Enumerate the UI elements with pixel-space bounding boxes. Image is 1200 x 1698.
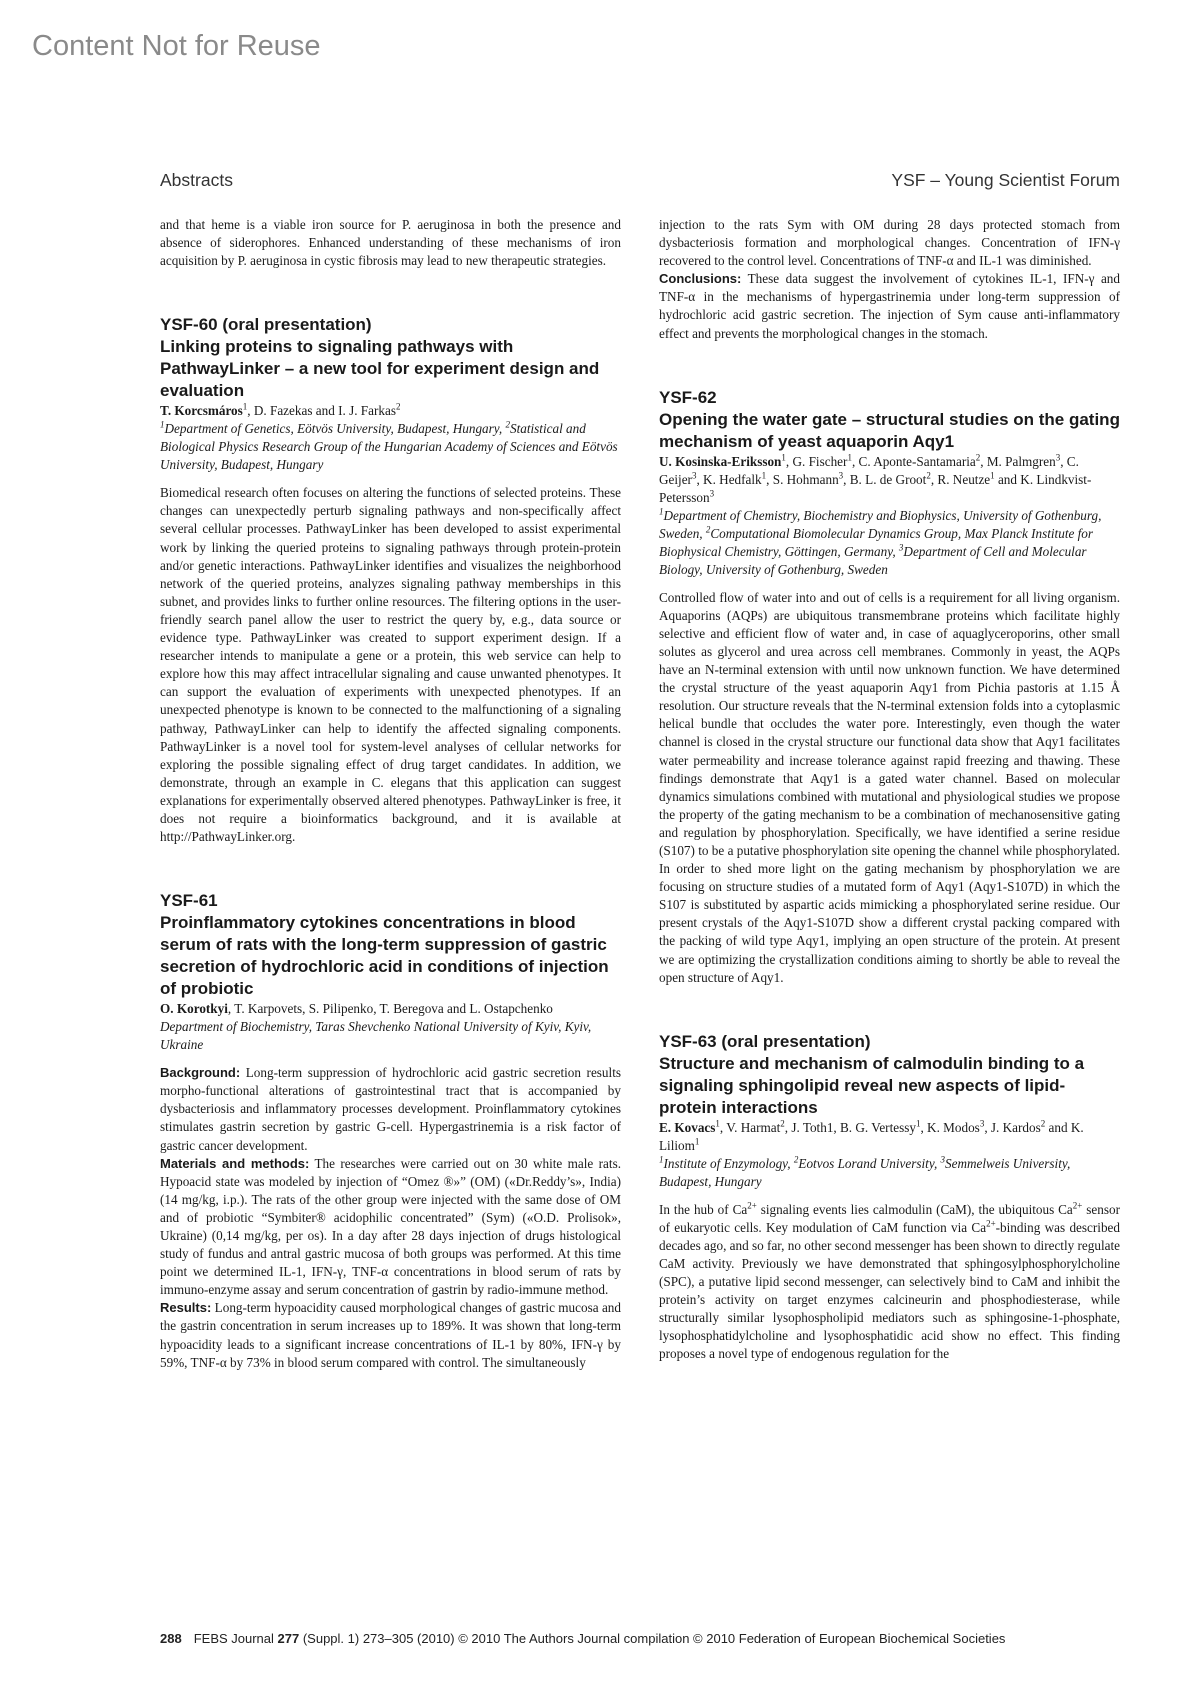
section-label-conclusions: Conclusions: xyxy=(659,271,742,287)
presenting-author: O. Korotkyi xyxy=(160,1001,228,1017)
abstract-body: Controlled flow of water into and out of cells is a requirement for all living organism. Aquaporins (AQPs) are ubiquitous transmembrane proteins which facilitate highly selective and efficient flow of water and, in case of aquaglyceroporins, other small solutes as glycerol and urea across cell membranes. Commonly in yeast, the AQPs have an N-terminal extension with until now unknown function. We have determined the crystal structure of the yeast aquaporin Aqy1 from Pichia pastoris at 1.15 Å resolution. Our structure reveals that the N-terminal extension folds into a cytoplasmic helical bundle that occludes the water pore. Interestingly, even though the water channel is closed in the crystal structure our functional data show that Aqy1 facilitates water permeability and increase tolerance against rapid freezing and thawing. These findings demonstrate that Aqy1 is a gated water channel. Based on molecular dynamics simulations combined with mutational and physiological studies we propose the property of the gating mechanism to be a combination of mechanosensitive gating and regulation by phosphorylation. Specifically, we have identified a serine residue (S107) to be a putative phosphorylation site opening the channel while phosphorylated. In order to shed more light on the gating mechanism by phosphorylation we are focusing on structure studies of a mutated form of Aqy1 (Aqy1-S107D) in which the S107 is substituted by aspartic acids mimicking a phosphorylated serine residue. Our present crystals of the Aqy1-S107D show a different crystal packing compared with the packing of wild type Aqy1, implying an open structure of the protein. At present we are optimizing the crystallization conditions aiming to shortly be able to reveal the open structure of Aqy1. xyxy=(659,589,1120,985)
section-label-background: Background: xyxy=(160,1065,241,1081)
page-number: 288 xyxy=(160,1631,182,1646)
abstract-ysf-61-continuation: injection to the rats Sym with OM during 28 days protected stomach from dysbacteriosis formation and morphological changes. Concentration of IFN-γ recovered to the control level. Concentrations of TNF-α and IL-1 was diminished. Conclusions: These data suggest the involvement of cytokines IL-1, IFN-γ and TNF-α in the mechanisms of hypergastrinemia under long-term suppression of hydrochloric acid gastric secretion. The injection of Sym cause anti-inflammatory effect and prevents the morphological changes in the stomach. xyxy=(659,217,1120,341)
presenting-author: U. Kosinska-Eriksson xyxy=(659,453,782,469)
abstract-id: YSF-62 xyxy=(659,387,717,407)
abstract-body: In the hub of $Ca^{2+}$ signaling events lies calmodulin (CaM), the ubiquitous $Ca^{2+}$ sensor of eukaryotic cells. Key modulation of CaM function via $Ca^{2+}$-binding was described decades ago, and so far, no other second messenger has been shown to directly regulate CaM activity. Previously we have demonstrated that sphingosylphosphorylcholine (SPC), a putative lipid second messenger, can selectively bind to CaM and inhibit the protein’s activity on target enzymes calcineurin and phosphodiesterase, while structurally similar lysophospholipid mediators such as sphingosine-1-phosphate, lysophosphatidylcholine and lysophosphatidic acid show no effect. This finding proposes a novel type of endogenous regulation for the xyxy=(659,1200,1120,1362)
header-forum-name: YSF – Young Scientist Forum xyxy=(891,170,1120,190)
abstract-affiliation: $^1$Institute of Enzymology, $^2$Eotvos Lorand University, $^3$Semmelweis University, Budapest, Hungary xyxy=(659,1154,1071,1189)
watermark: Content Not for Reuse xyxy=(32,30,321,62)
abstract-title: Structure and mechanism of calmodulin binding to a signaling sphingolipid reveal new aspects of lipid-protein interactions xyxy=(659,1053,1085,1117)
page-footer xyxy=(160,1631,1122,1646)
abstract-authors: O. Korotkyi, T. Karpovets, S. Pilipenko, T. Beregova and L. Ostapchenko xyxy=(160,1001,553,1017)
previous-abstract-tail: and that heme is a viable iron source for P. aeruginosa in both the presence and absence of siderophores. Enhanced understanding of these mechanisms of iron acquisition by P. aeruginosa in cystic fibrosis may lead to new therapeutic strategies. xyxy=(160,217,621,269)
abstract-id: YSF-60 (oral presentation) xyxy=(160,315,372,335)
abstract-ysf-60 xyxy=(160,314,621,846)
presenting-author: T. Korcsmáros xyxy=(160,403,243,419)
abstract-authors: T. Korcsmáros$^1$, D. Fazekas and I. J. Farkas$^2$ xyxy=(160,401,401,419)
header-section-name: Abstracts xyxy=(160,170,233,190)
right-column xyxy=(659,216,1120,1364)
abstract-title: Proinflammatory cytokines concentrations in blood serum of rats with the long-term suppression of gastric secretion of hydrochloric acid in conditions of injection of probiotic xyxy=(160,913,609,999)
abstract-authors: E. Kovacs$^1$, V. Harmat$^2$, J. Toth1, B. G. Vertessy$^1$, K. Modos$^3$, J. Kardos$^2$ and K. Liliom$^1$ xyxy=(659,1118,1084,1153)
abstract-id: YSF-63 (oral presentation) xyxy=(659,1031,871,1051)
abstract-ysf-63 xyxy=(659,1031,1120,1364)
left-column xyxy=(160,216,621,1372)
abstract-affiliation: Department of Biochemistry, Taras Shevchenko National University of Kyiv, Kyiv, Ukraine xyxy=(160,1019,592,1053)
abstract-id: YSF-61 xyxy=(160,891,218,911)
abstract-affiliation: $^1$Department of Genetics, Eötvös University, Budapest, Hungary, $^2$Statistical and Biological Physics Research Group of the Hungarian Academy of Sciences and Eötvös University, Budapest, Hungary xyxy=(160,419,618,473)
abstract-ysf-61 xyxy=(160,890,621,1372)
abstract-title: Linking proteins to signaling pathways with PathwayLinker – a new tool for experiment design and evaluation xyxy=(160,337,600,401)
abstract-affiliation: $^1$Department of Chemistry, Biochemistry and Biophysics, University of Gothenburg, Sweden, $^2$Computational Biomolecular Dynamics Group, Max Planck Institute for Biophysical Chemistry, Göttingen, Germany, $^3$Department of Cell and Molecular Biology, University of Gothenburg, Sweden xyxy=(659,506,1102,577)
abstract-ysf-62 xyxy=(659,387,1120,987)
presenting-author: E. Kovacs xyxy=(659,1119,716,1135)
abstract-authors: U. Kosinska-Eriksson$^1$, G. Fischer$^1$, C. Aponte-Santamaria$^2$, M. Palmgren$^3$, C. Geijer$^3$, K. Hedfalk$^1$, S. Hohmann$^3$, B. L. de Groot$^2$, R. Neutze$^1$ and K. Lindkvist-Petersson$^3$ xyxy=(659,452,1092,505)
section-label-results: Results: xyxy=(160,1300,212,1316)
journal-volume: 277 xyxy=(277,1631,300,1646)
section-label-methods: Materials and methods: xyxy=(160,1155,310,1171)
running-header xyxy=(160,170,1120,200)
abstract-body: Background: Long-term suppression of hydrochloric acid gastric secretion results morpho-functional alterations of gastrointestinal tract that is accompanied by dysbacteriosis and inflammatory processes development. Proinflammatory cytokines stimulates gastrin secretion by gastric G-cell. Hypergastrinemia is a risk factor of gastric cancer development. Materials and methods: The researches were carried out on 30 white male rats. Hypoacid state was modeled by injection of “Omez ®»” (OM) («Dr.Reddy’s», India) (14 mg/kg, i.p.). The rats of the other group were injected with the same dose of OM and of probiotic “Symbiter® acidophilic concentrated” (Sym) («O.D. Prolisok», Ukraine) (0,14 mg/kg, per os). In a day after 28 days injection of drugs histological study of fundus and antral gastric mucosa of both groups was performed. At this time point we determined IL-1, IFN-γ, TNF-α concentrations in blood serum of rats by immuno-enzyme assay and serum concentration of gastrin by radio-immune method. Results: Long-term hypoacidity caused morphological changes of gastric mucosa and the gastrin concentration in serum increases up to 189%. It was shown that long-term hypoacidity leads to a significant increase concentrations of IL-1 by 80%, IFN-γ by 59%, TNF-α by 73% in blood serum compared with control. The simultaneously xyxy=(160,1065,621,1370)
abstract-title: Opening the water gate – structural studies on the gating mechanism of yeast aquaporin Aqy1 xyxy=(659,409,1120,451)
journal-citation: FEBS Journal xyxy=(193,1631,278,1646)
journal-copyright: (Suppl. 1) 273–305 (2010) © 2010 The Authors Journal compilation © 2010 Federation of European Biochemical Societies xyxy=(299,1631,1006,1646)
abstract-body: Biomedical research often focuses on altering the functions of selected proteins. These changes can unexpectedly perturb signaling pathways and non-specifically affect several cellular processes. PathwayLinker has been developed to assist experimental work by linking the queried proteins to signaling pathways through protein-protein and/or genetic interactions. PathwayLinker identifies and visualizes the neighborhood network of the queried proteins, analyzes signaling pathway memberships in this subnet, and provides links to further online resources. The filtering options in the user-friendly search panel allow the user to restrict the query by, e.g., data source or evidence type. PathwayLinker was created to support experiment design. If a researcher intends to manipulate a gene or a protein, this web service can help to explore how this may affect intracellular signaling and cause unwanted phenotypes. It can support the evaluation of experiments with unexpected phenotypes. If an unexpected phenotype is known to be connected to the malfunctioning of a signaling pathway, PathwayLinker can help to identify the affected signaling components. PathwayLinker is a novel tool for system-level analyses of cellular networks for exploring the possible signaling effect of drug target candidates. In addition, we demonstrate, through an example in C. elegans that this application can suggest explanations for experimentally observed altered phenotypes. PathwayLinker is free, it does not require a bioinformatics background, and it is available at http://PathwayLinker.org. xyxy=(160,485,621,845)
